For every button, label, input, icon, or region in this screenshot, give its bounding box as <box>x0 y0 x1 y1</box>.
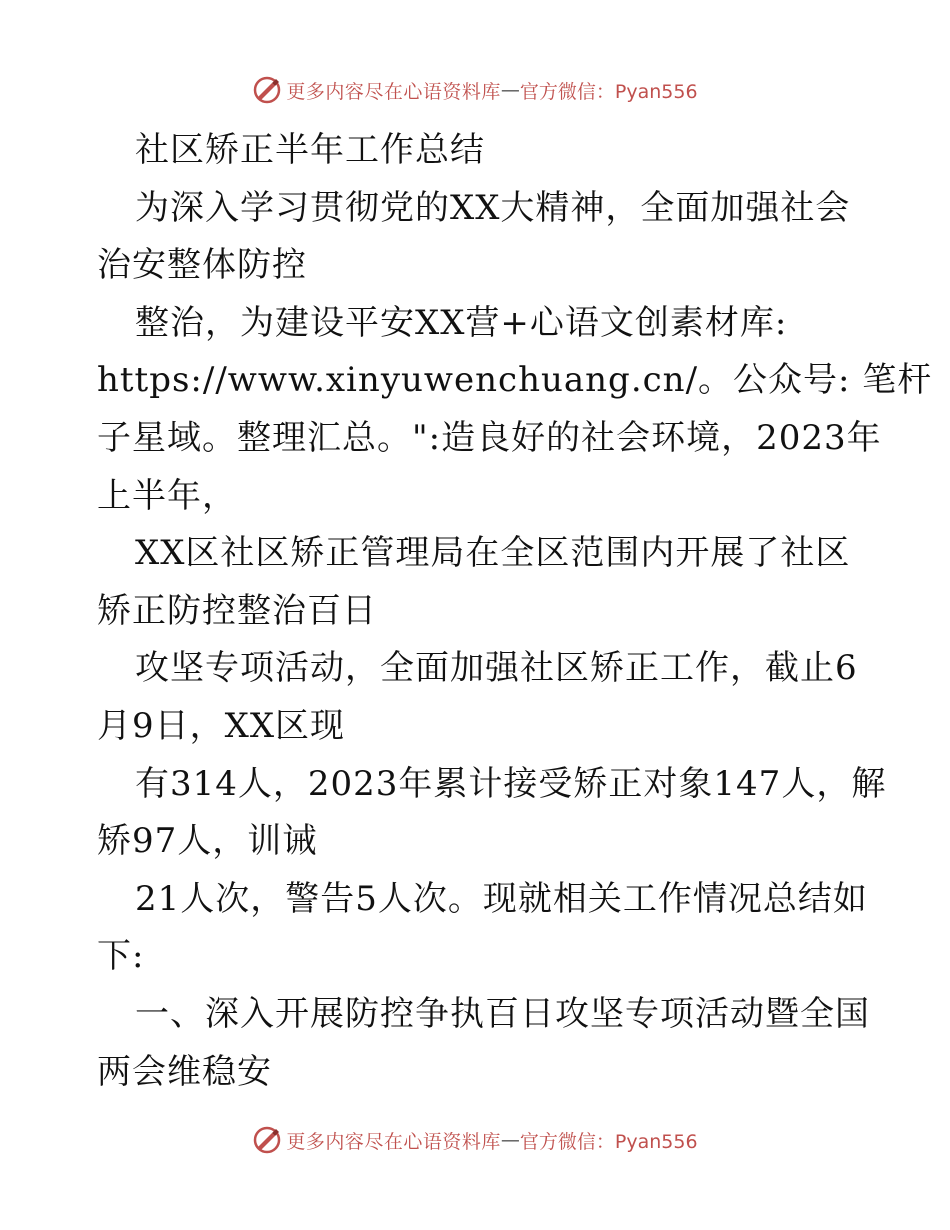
paragraph-line: 矫97人，训诫 <box>97 821 318 862</box>
paragraph-line: 为深入学习贯彻党的XX大精神，全面加强社会 <box>135 187 851 228</box>
footer-watermark-banner <box>0 1120 950 1160</box>
paragraph-line: 治安整体防控 <box>97 245 307 286</box>
watermark-wechat-text: 官方微信：Pyan556 <box>519 1130 698 1153</box>
pen-logo-icon <box>252 1125 282 1155</box>
paragraph-line: 矫正防控整治百日 <box>97 590 377 631</box>
watermark-wechat-text: 官方微信：Pyan556 <box>519 80 698 103</box>
paragraph-line: 两会维稳安 <box>97 1051 272 1092</box>
paragraph-line: 21人次，警告5人次。现就相关工作情况总结如 <box>135 878 868 919</box>
watermark-separator: — <box>500 1129 520 1151</box>
paragraph-line: 攻坚专项活动，全面加强社区矫正工作，截止6 <box>135 648 858 689</box>
paragraph-line: 月9日，XX区现 <box>97 705 346 746</box>
header-watermark-banner <box>0 70 950 110</box>
paragraph-line: 下: <box>97 936 145 977</box>
paragraph-line: 上半年， <box>97 475 237 516</box>
paragraph-line: https://www.xinyuwenchuang.cn/。公众号: 笔杆 <box>97 360 933 401</box>
section-heading: 一、深入开展防控争执百日攻坚专项活动暨全国 <box>135 993 870 1034</box>
document-title: 社区矫正半年工作总结 <box>135 130 485 170</box>
watermark-brand-text: 更多内容尽在心语资料库 <box>286 80 501 103</box>
watermark-separator: — <box>500 79 520 101</box>
pen-logo-icon <box>252 75 282 105</box>
document-body <box>97 122 933 1101</box>
paragraph-line: 子星域。整理汇总。":造良好的社会环境，2023年 <box>97 417 882 458</box>
paragraph-line: XX区社区矫正管理局在全区范围内开展了社区 <box>135 533 851 574</box>
watermark-brand-text: 更多内容尽在心语资料库 <box>286 1130 501 1153</box>
paragraph-line: 整治，为建设平安XX营+心语文创素材库: <box>135 302 788 343</box>
paragraph-line: 有314人，2023年累计接受矫正对象147人，解 <box>135 763 887 804</box>
